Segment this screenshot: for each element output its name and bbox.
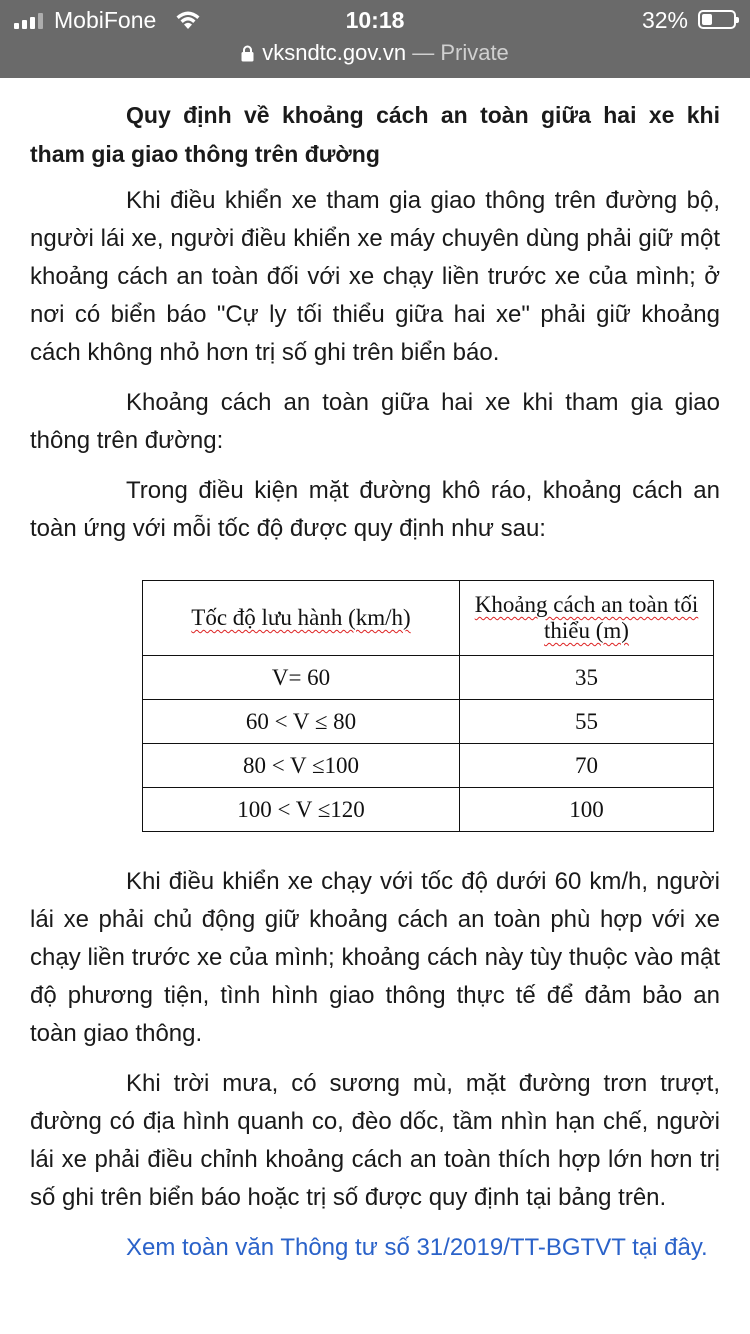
status-bar bbox=[0, 0, 750, 40]
carrier-name: MobiFone bbox=[54, 7, 157, 33]
table-header-row bbox=[143, 581, 714, 656]
paragraph: Khi trời mưa, có sương mù, mặt đường trơn trượt, đường có địa hình quanh co, đèo dốc, tầm nhìn hạn chế, người lái xe phải điều chỉnh khoảng cách an toàn thích hợp lớn hơn trị số ghi trên biển báo hoặc trị số được quy định tại bảng trên. bbox=[30, 1070, 720, 1211]
lock-icon bbox=[241, 45, 254, 62]
speed-distance-table-image bbox=[142, 580, 714, 832]
article-heading: Quy định về khoảng cách an toàn giữa hai xe khi tham gia giao thông trên đường bbox=[30, 102, 720, 167]
paragraph: Trong điều kiện mặt đường khô ráo, khoảng cách an toàn ứng với mỗi tốc độ được quy định như sau: bbox=[30, 477, 720, 542]
speed-cell: 80 < V ≤100 bbox=[143, 744, 460, 788]
article-body-continued bbox=[30, 863, 720, 1279]
table-row bbox=[143, 700, 714, 744]
speed-cell: 60 < V ≤ 80 bbox=[143, 700, 460, 744]
table-row bbox=[143, 788, 714, 832]
distance-cell: 55 bbox=[460, 700, 714, 744]
url-domain: vksndtc.gov.vn bbox=[262, 40, 407, 65]
full-text-link[interactable]: Xem toàn văn Thông tư số 31/2019/TT-BGTVT tại đây. bbox=[126, 1234, 708, 1261]
header-distance: Khoảng cách an toàn tối thiểu (m) bbox=[460, 581, 714, 656]
battery-level bbox=[702, 14, 712, 25]
paragraph: Khi điều khiển xe tham gia giao thông trên đường bộ, người lái xe, người điều khiển xe máy chuyên dùng phải giữ một khoảng cách an toàn đối với xe chạy liền trước xe của mình; ở nơi có biển báo "Cự ly tối thiểu giữa hai xe" phải giữ khoảng cách không nhỏ hơn trị số ghi trên biển báo. bbox=[30, 187, 720, 366]
distance-cell: 35 bbox=[460, 656, 714, 700]
article-body bbox=[30, 96, 720, 560]
paragraph: Khi điều khiển xe chạy với tốc độ dưới 60 km/h, người lái xe phải chủ động giữ khoảng cách an toàn phù hợp với xe chạy liền trước xe của mình; khoảng cách này tùy thuộc vào mật độ phương tiện, tình hình giao thông thực tế để đảm bảo an toàn giao thông. bbox=[30, 868, 720, 1047]
header-speed: Tốc độ lưu hành (km/h) bbox=[143, 581, 460, 656]
table-row bbox=[143, 656, 714, 700]
distance-cell: 70 bbox=[460, 744, 714, 788]
address-bar[interactable] bbox=[0, 40, 750, 74]
distance-cell: 100 bbox=[460, 788, 714, 832]
paragraph bbox=[30, 1229, 720, 1267]
paragraph: Khoảng cách an toàn giữa hai xe khi tham gia giao thông trên đường: bbox=[30, 389, 720, 454]
speed-cell: 100 < V ≤120 bbox=[143, 788, 460, 832]
browsing-mode: — Private bbox=[406, 40, 509, 65]
battery-percent: 32% bbox=[641, 7, 688, 33]
table-row bbox=[143, 744, 714, 788]
clock: 10:18 bbox=[345, 7, 405, 33]
browser-top-bar bbox=[0, 0, 750, 78]
speed-cell: V= 60 bbox=[143, 656, 460, 700]
speed-distance-table bbox=[142, 580, 714, 832]
battery-icon bbox=[698, 10, 736, 29]
